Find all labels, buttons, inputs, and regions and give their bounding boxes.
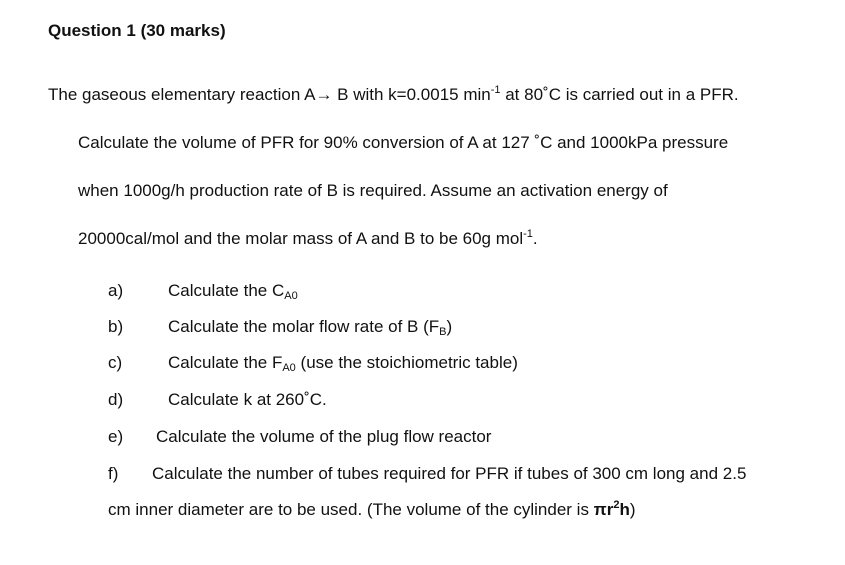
item-c-text [168,352,518,374]
cylinder-formula-a: πr [593,500,614,519]
line4-text-b: . [532,229,538,248]
item-a-label: a) [108,281,124,300]
problem-line-4 [78,228,538,250]
item-d-text: Calculate k at 260˚C. [168,390,327,409]
item-f-tail: ) [629,500,636,519]
item-b-main: Calculate the molar flow rate of B (F [168,317,440,336]
item-c-label: c) [108,353,123,372]
intro-superscript: -1 [490,84,501,96]
item-a-text [168,280,298,302]
line4-superscript: -1 [523,228,533,240]
intro-line [48,84,739,106]
item-a-subscript: A0 [284,290,298,302]
item-c-subscript: A0 [282,362,296,374]
intro-text-a: The gaseous elementary reaction A [48,85,316,104]
item-e-text: Calculate the volume of the plug flow reactor [156,427,492,446]
item-d-label: d) [108,390,124,409]
item-f-cont-text: cm inner diameter are to be used. (The volume of the cylinder is [108,500,594,519]
problem-line-2: Calculate the volume of PFR for 90% conversion of A at 127 ˚C and 1000kPa pressure [78,133,729,152]
item-f-label: f) [108,464,119,483]
problem-line-3: when 1000g/h production rate of B is required. Assume an activation energy of [78,181,668,200]
item-b-text [168,316,452,338]
item-c-main: Calculate the F [168,353,283,372]
reaction-arrow: → [315,85,333,104]
item-b-tail: ) [446,317,453,336]
item-e-label: e) [108,427,124,446]
cylinder-formula-superscript: 2 [613,499,620,511]
intro-text-c: at 80˚C is carried out in a PFR. [500,85,739,104]
item-b-label: b) [108,317,124,336]
intro-text-b: B with k=0.0015 min [332,85,491,104]
question-title: Question 1 (30 marks) [48,21,226,40]
item-c-tail: (use the stoichiometric table) [295,353,518,372]
cylinder-formula-b: h [619,500,630,519]
item-b-subscript: B [439,326,447,338]
item-a-main: Calculate the C [168,281,285,300]
line4-text-a: 20000cal/mol and the molar mass of A and B to be 60g mol [78,229,524,248]
item-f-text: Calculate the number of tubes required for PFR if tubes of 300 cm long and 2.5 [152,464,747,483]
item-f-continuation [108,499,636,521]
